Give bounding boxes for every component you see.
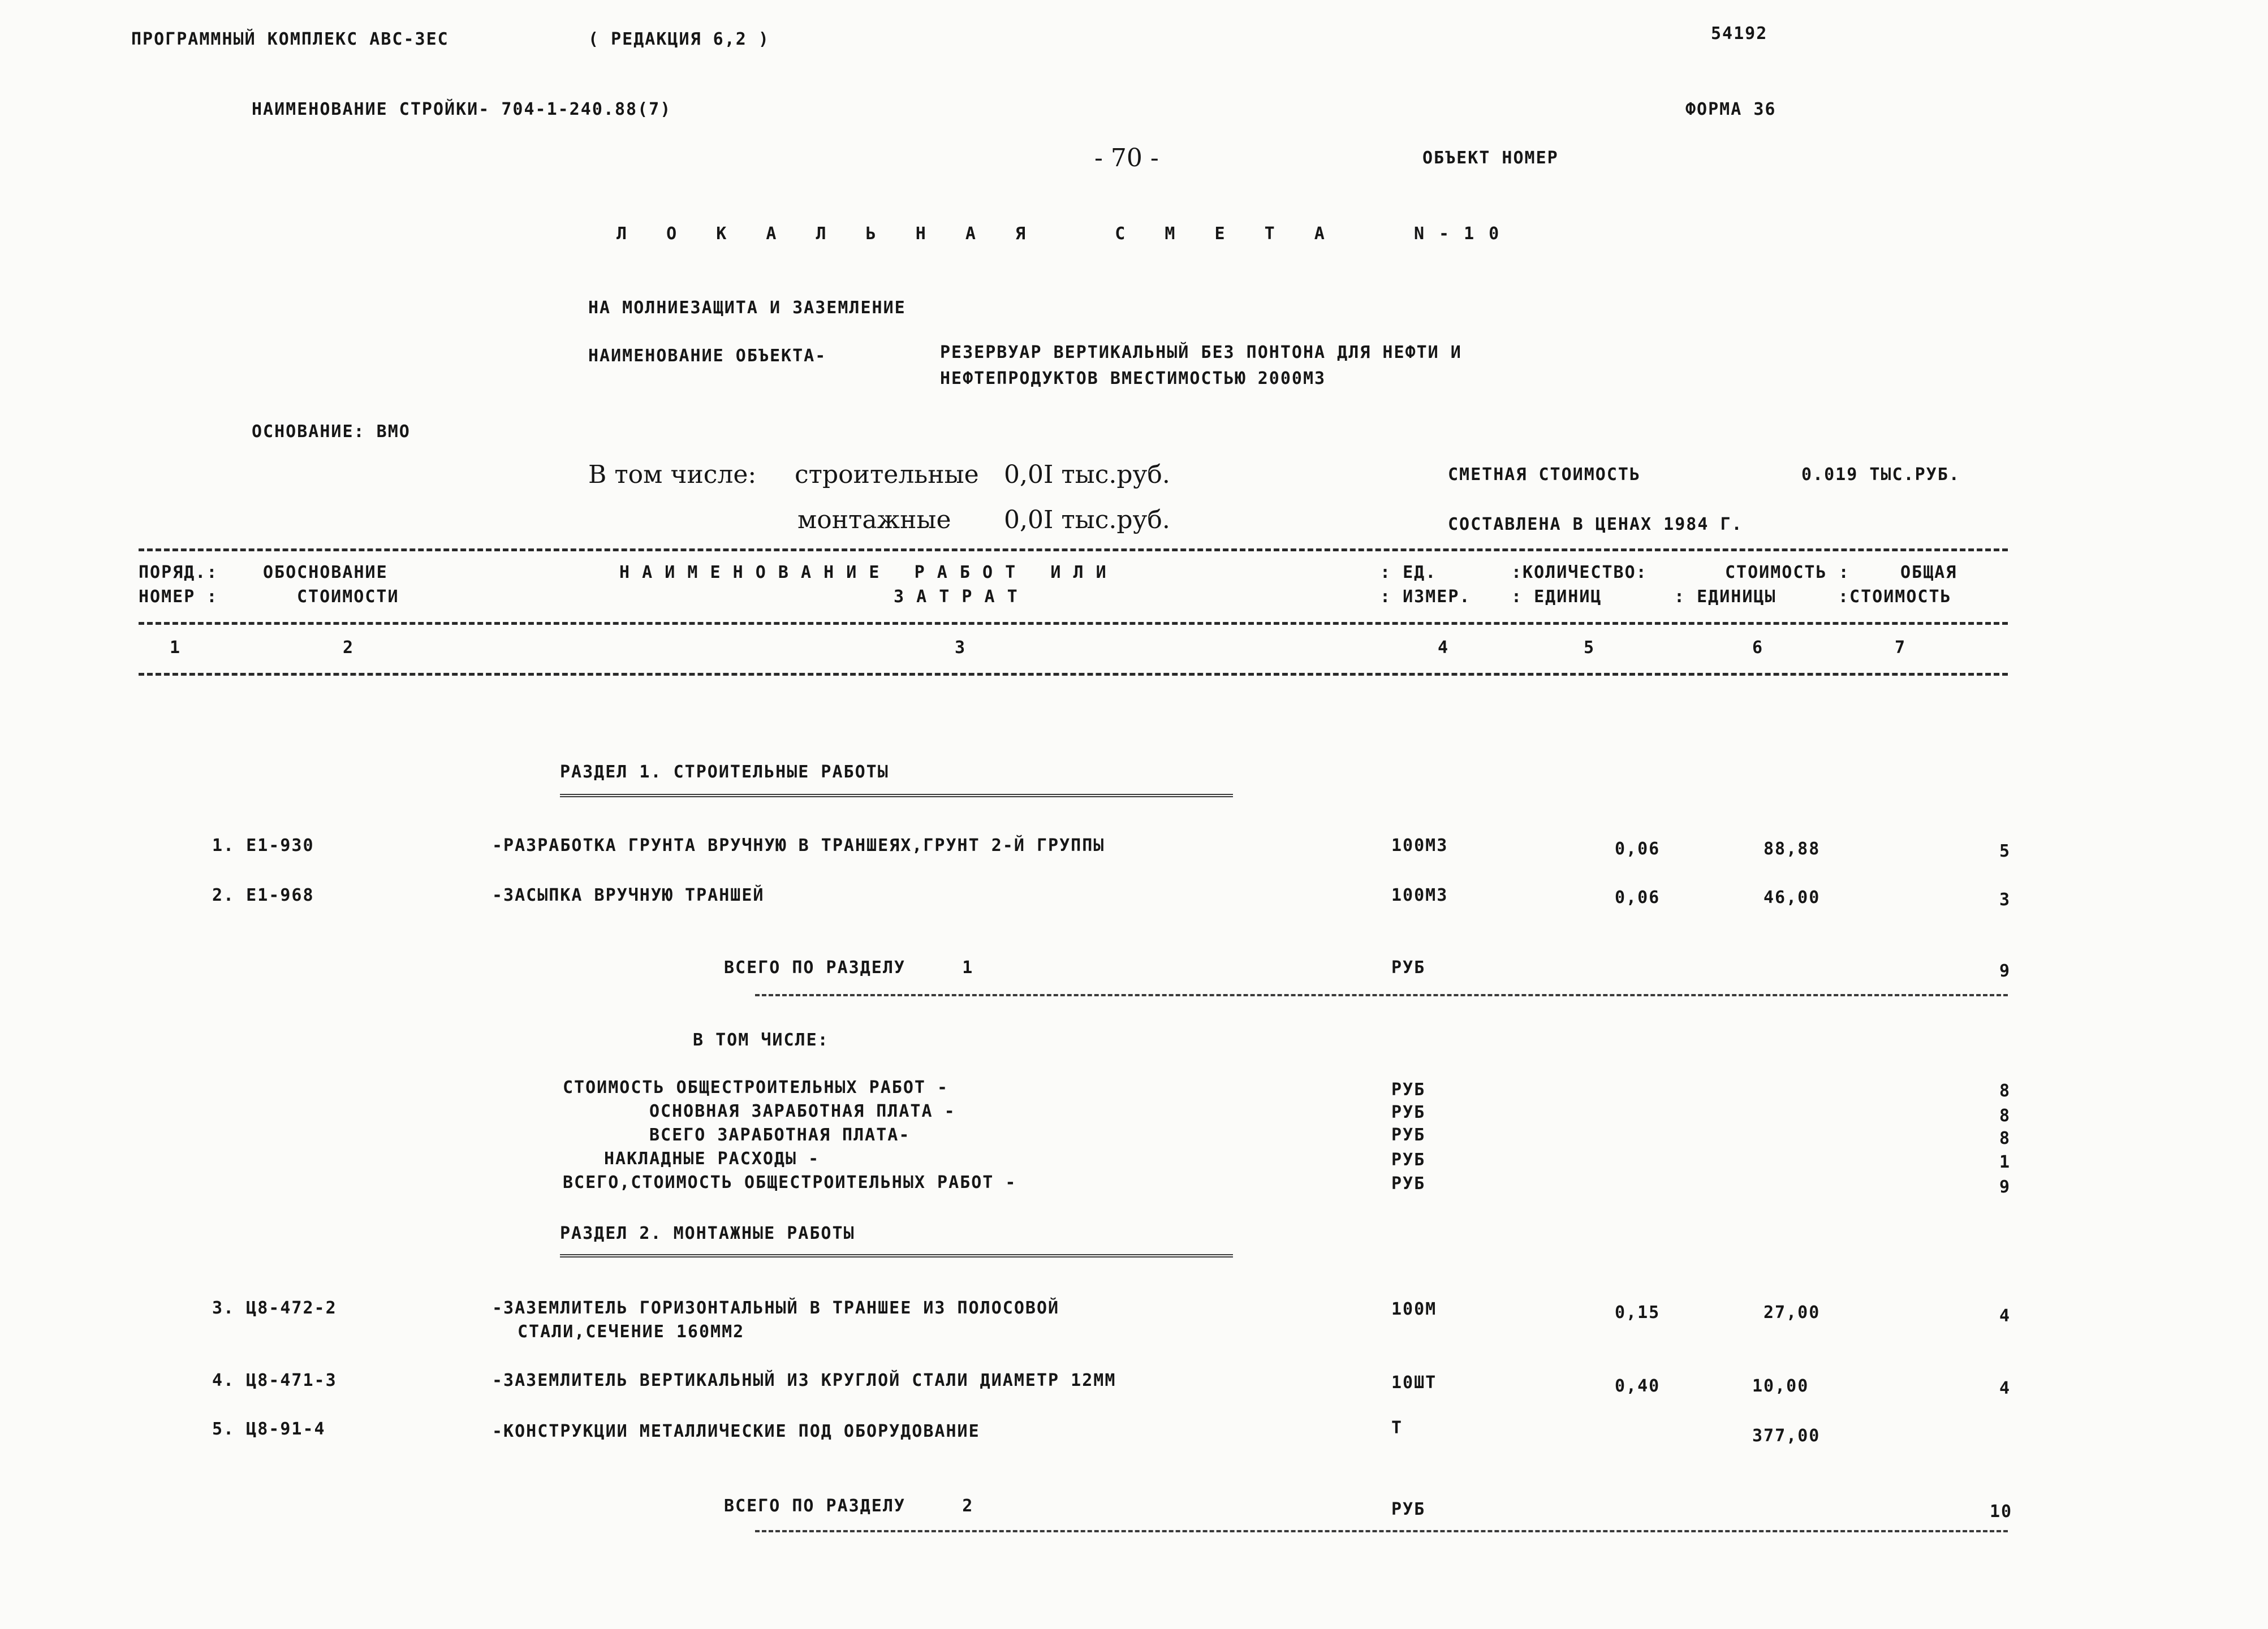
breakdown-value: 9 — [1999, 1177, 2011, 1197]
section-total-unit: РУБ — [1391, 958, 1426, 978]
construction-cost-value: 0,0I тыс.руб. — [1004, 460, 1170, 489]
row-unit: Т — [1391, 1418, 1403, 1438]
header-rule-top — [139, 548, 2008, 551]
col-qty-label-b: : ЕДИНИЦ — [1511, 587, 1602, 607]
object-label: НАИМЕНОВАНИЕ ОБЪЕКТА- — [588, 346, 827, 366]
row-quantity: 0,40 — [1615, 1376, 1661, 1396]
object-name-line2: НЕФТЕПРОДУКТОВ ВМЕСТИМОСТЬЮ 2000М3 — [940, 369, 1326, 388]
section-total-label: ВСЕГО ПО РАЗДЕЛУ 1 — [724, 958, 974, 978]
row-unit-price: 377,00 — [1752, 1426, 1821, 1446]
col-number-label-b: НОМЕР : — [139, 587, 218, 607]
section-total-label: ВСЕГО ПО РАЗДЕЛУ 2 — [724, 1496, 974, 1516]
row-unit: 100М3 — [1391, 885, 1448, 905]
estimate-subject: НА МОЛНИЕЗАЩИТА И ЗАЗЕМЛЕНИЕ — [588, 298, 906, 318]
construction-name: НАИМЕНОВАНИЕ СТРОЙКИ- 704-1-240.88(7) — [252, 100, 672, 119]
object-name-line1: РЕЗЕРВУАР ВЕРТИКАЛЬНЫЙ БЕЗ ПОНТОНА ДЛЯ НЕФТИ И — [940, 343, 1462, 362]
row-unit: 100М3 — [1391, 836, 1448, 855]
breakdown-label: НАКЛАДНЫЕ РАСХОДЫ - — [604, 1149, 820, 1169]
row-unit-price: 27,00 — [1763, 1303, 1821, 1323]
row-unit: 10ШТ — [1391, 1373, 1437, 1393]
breakdown-unit: РУБ — [1391, 1150, 1426, 1170]
form-number: ФОРМА 36 — [1685, 100, 1777, 119]
col-total-label-a: ОБЩАЯ — [1900, 563, 1957, 582]
breakdown-unit: РУБ — [1391, 1103, 1426, 1122]
header-rule-middle — [139, 622, 2008, 625]
section-total-rule — [755, 1530, 2008, 1532]
col-unit-label-b: : ИЗМЕР. — [1380, 587, 1471, 607]
program-name: ПРОГРАММНЫЙ КОМПЛЕКС АВС-3ЕС — [131, 29, 449, 49]
col-basis-label-b: СТОИМОСТИ — [297, 587, 399, 607]
row-description-continued: СТАЛИ,СЕЧЕНИЕ 160ММ2 — [518, 1322, 745, 1342]
col-price-label-b: : ЕДИНИЦЫ — [1674, 587, 1777, 607]
col-name-label-a: Н А И М Е Н О В А Н И Е Р А Б О Т И Л И — [619, 563, 1107, 582]
row-quantity: 0,06 — [1615, 839, 1661, 859]
program-edition: ( РЕДАКЦИЯ 6,2 ) — [588, 29, 770, 49]
row-unit-price: 88,88 — [1763, 839, 1821, 859]
row-code: 4. Ц8-471-3 — [212, 1371, 337, 1390]
row-description: -КОНСТРУКЦИИ МЕТАЛЛИЧЕСКИЕ ПОД ОБОРУДОВАНИЕ — [492, 1421, 980, 1441]
row-unit-price: 46,00 — [1763, 888, 1821, 908]
breakdown-value: 8 — [1999, 1081, 2011, 1101]
row-total: 4 — [1999, 1306, 2011, 1326]
col-unit-label-a: : ЕД. — [1380, 563, 1437, 582]
page-number: - 70 - — [1094, 144, 1159, 172]
row-description: -ЗАЗЕМЛИТЕЛЬ ВЕРТИКАЛЬНЫЙ ИЗ КРУГЛОЙ СТАЛИ ДИАМЕТР 12ММ — [492, 1371, 1116, 1390]
document-title: Л О К А Л Ь Н А Я С М Е Т А N-10 — [616, 224, 1514, 244]
row-quantity: 0,15 — [1615, 1303, 1661, 1323]
breakdown-label: ВСЕГО ЗАРАБОТНАЯ ПЛАТА- — [649, 1125, 911, 1145]
breakdown-heading: В ТОМ ЧИСЛЕ: — [693, 1030, 829, 1050]
col-index-1: 1 — [170, 638, 182, 658]
col-name-label-b: З А Т Р А Т — [894, 587, 1019, 607]
row-code: 1. Е1-930 — [212, 836, 314, 855]
breakdown-value: 1 — [1999, 1152, 2011, 1172]
section-underline — [560, 1254, 1233, 1258]
installation-cost-label: монтажные — [797, 505, 951, 534]
document-code: 54192 — [1711, 24, 1768, 44]
section-underline — [560, 794, 1233, 797]
breakdown-value: 8 — [1999, 1106, 2011, 1126]
col-index-2: 2 — [343, 638, 355, 658]
breakdown-label: ОСНОВНАЯ ЗАРАБОТНАЯ ПЛАТА - — [649, 1101, 956, 1121]
section-total-unit: РУБ — [1391, 1500, 1426, 1519]
section-total-value: 10 — [1990, 1502, 2013, 1522]
row-quantity: 0,06 — [1615, 888, 1661, 908]
row-description: -ЗАСЫПКА ВРУЧНУЮ ТРАНШЕЙ — [492, 885, 765, 905]
row-unit-price: 10,00 — [1752, 1376, 1809, 1396]
row-unit: 100М — [1391, 1299, 1437, 1319]
section-total-rule — [755, 994, 2008, 996]
row-description: -РАЗРАБОТКА ГРУНТА ВРУЧНУЮ В ТРАНШЕЯХ,ГРУНТ 2-Й ГРУППЫ — [492, 836, 1105, 855]
col-index-3: 3 — [955, 638, 967, 658]
row-total: 5 — [1999, 841, 2011, 861]
section-total-value: 9 — [1999, 961, 2011, 981]
col-index-4: 4 — [1438, 638, 1450, 658]
incl-label: В том числе: — [588, 460, 757, 489]
breakdown-label: СТОИМОСТЬ ОБЩЕСТРОИТЕЛЬНЫХ РАБОТ - — [563, 1078, 949, 1097]
section-title: РАЗДЕЛ 1. СТРОИТЕЛЬНЫЕ РАБОТЫ — [560, 762, 889, 782]
col-number-label-a: ПОРЯД.: — [139, 563, 218, 582]
estimated-cost-label: СМЕТНАЯ СТОИМОСТЬ — [1448, 465, 1641, 485]
basis: ОСНОВАНИЕ: ВМО — [252, 422, 411, 442]
installation-cost-value: 0,0I тыс.руб. — [1004, 505, 1170, 534]
col-total-label-b: :СТОИМОСТЬ — [1838, 587, 1952, 607]
col-basis-label-a: ОБОСНОВАНИЕ — [263, 563, 388, 582]
row-code: 3. Ц8-472-2 — [212, 1298, 337, 1318]
breakdown-unit: РУБ — [1391, 1125, 1426, 1145]
row-total: 4 — [1999, 1379, 2011, 1398]
row-code: 5. Ц8-91-4 — [212, 1419, 326, 1439]
row-description: -ЗАЗЕМЛИТЕЛЬ ГОРИЗОНТАЛЬНЫЙ В ТРАНШЕЕ ИЗ ПОЛОСОВОЙ — [492, 1298, 1060, 1318]
col-price-label-a: СТОИМОСТЬ : — [1725, 563, 1850, 582]
breakdown-value: 8 — [1999, 1129, 2011, 1148]
breakdown-unit: РУБ — [1391, 1174, 1426, 1194]
col-index-6: 6 — [1752, 638, 1764, 658]
row-code: 2. Е1-968 — [212, 885, 314, 905]
object-number: ОБЪЕКТ НОМЕР — [1422, 148, 1559, 168]
breakdown-unit: РУБ — [1391, 1080, 1426, 1100]
construction-cost-label: строительные — [795, 460, 979, 489]
breakdown-label: ВСЕГО,СТОИМОСТЬ ОБЩЕСТРОИТЕЛЬНЫХ РАБОТ - — [563, 1173, 1017, 1192]
estimated-cost-value: 0.019 ТЫС.РУБ. — [1801, 465, 1960, 485]
section-title: РАЗДЕЛ 2. МОНТАЖНЫЕ РАБОТЫ — [560, 1224, 855, 1243]
row-total: 3 — [1999, 890, 2011, 910]
col-index-5: 5 — [1584, 638, 1596, 658]
col-index-7: 7 — [1895, 638, 1907, 658]
col-qty-label-a: :КОЛИЧЕСТВО: — [1511, 563, 1648, 582]
header-rule-bottom — [139, 673, 2008, 676]
price-level: СОСТАВЛЕНА В ЦЕНАХ 1984 Г. — [1448, 515, 1743, 534]
